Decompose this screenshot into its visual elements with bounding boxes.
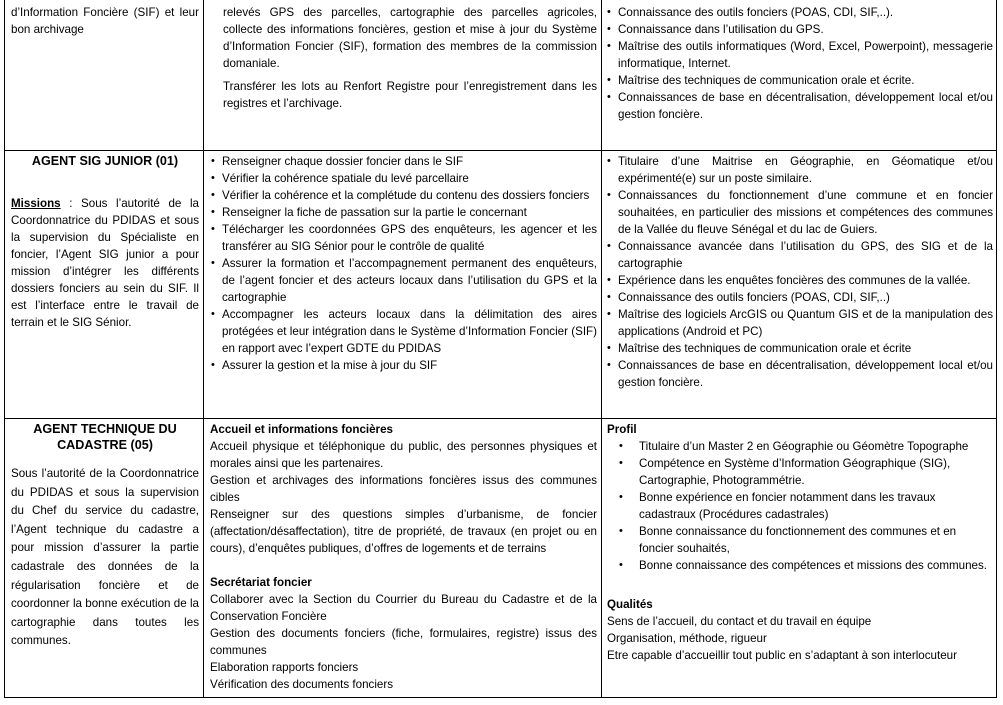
list-item: • Connaissance des outils fonciers (POAS, CDI, SIF,..). <box>607 4 993 21</box>
list-item: • Bonne connaissance du fonctionnement des communes et en foncier souhaités, <box>607 523 993 557</box>
list-item: • Maîtrise des logiciels ArcGIS ou Quantum GIS et de la manipulation des applications (Android et PC) <box>607 306 993 340</box>
list-item: Etre capable d’accueillir tout public en s’adaptant à son interlocuteur <box>607 649 957 662</box>
list-item: • Connaissance avancée dans l’utilisation du GPS, des SIG et de la cartographie <box>607 238 993 272</box>
list-item: Elaboration rapports fonciers <box>210 661 359 674</box>
list-item: • Accompagner les acteurs locaux dans la délimitation des aires protégées et leur intégration dans le Système d’Information Foncier (SIF) en rapport avec l’expert GDTE du PDIDAS <box>211 306 597 357</box>
list-item: • Connaissances de base en décentralisation, développement local et/ou gestion foncière. <box>607 89 993 123</box>
list-item: • Vérifier la cohérence spatiale du levé parcellaire <box>211 170 597 187</box>
missions-text: : Sous l’autorité de la Coordonnatrice du PDIDAS et sous la supervision du Spécialiste en foncier, l’Agent SIG junior a pour mission d’intégrer les différents dossiers fonciers au sein du SIF. Il est l’interface entre le travail de terrain et le SIG Sénior. <box>11 197 199 329</box>
row1-col1-text: d’Information Foncière (SIF) et leur bon archivage <box>11 6 199 36</box>
list-item: Renseigner sur des questions simples d’urbanisme, de foncier (affectation/désaffectation), titre de propriété, de travaux (en projet ou en cours), d’enquêtes publiques, d’offres de logements et de terrains <box>210 508 597 555</box>
row-divider-1 <box>4 150 997 151</box>
list-item: • Assurer la formation et l’accompagnement permanent des enquêteurs, de l’agent foncier et des acteurs locaux dans l’utilisation du GPS et la cartographie <box>211 255 597 306</box>
list-item: • Télécharger les coordonnées GPS des enquêteurs, les agencer et les transférer au SIG Sénior pour le contrôle de qualité <box>211 221 597 255</box>
row1-col3 <box>607 4 993 123</box>
list-item: • Renseigner chaque dossier foncier dans le SIF <box>211 153 597 170</box>
row1-col2-para2: Transférer les lots au Renfort Registre pour l’enregistrement dans les registres et l’archivage. <box>223 80 597 110</box>
list-item: • Connaissance des outils fonciers (POAS, CDI, SIF,..) <box>607 289 993 306</box>
row2-col2 <box>211 153 597 374</box>
list-item: • Bonne connaissance des compétences et missions des communes. <box>607 557 993 574</box>
row1-col2-para1: relevés GPS des parcelles, cartographie des parcelles agricoles, collecte des informations foncières, gestion et mise à jour du Système d’Information Foncier (SIF), formation des membres de la commission domaniale. <box>223 6 597 70</box>
profile-title: Profil <box>607 423 637 436</box>
list-item: • Connaissance dans l’utilisation du GPS. <box>607 21 993 38</box>
list-item: • Bonne expérience en foncier notamment dans les travaux cadastraux (Procédures cadastrales) <box>607 489 993 523</box>
qualities-title: Qualités <box>607 598 653 611</box>
list-item: Sens de l’accueil, du contact et du travail en équipe <box>607 615 872 628</box>
list-item: • Renseigner la fiche de passation sur la partie le concernant <box>211 204 597 221</box>
list-item: Collaborer avec la Section du Courrier du Bureau du Cadastre et de la Conservation Foncière <box>210 593 597 623</box>
list-item: • Assurer la gestion et la mise à jour du SIF <box>211 357 597 374</box>
row3-col1 <box>11 421 199 651</box>
missions-paragraph <box>11 195 199 331</box>
job-title-cadastre: AGENT TECHNIQUE DU CADASTRE (05) <box>33 422 177 452</box>
section-title-secretariat: Secrétariat foncier <box>210 576 312 589</box>
job-table <box>4 0 997 698</box>
row2-col1 <box>11 153 199 331</box>
list-item: • Maîtrise des techniques de communication orale et écrite <box>607 340 993 357</box>
section-title-accueil: Accueil et informations foncières <box>210 423 393 436</box>
list-item: Gestion et archivages des informations foncières issus des communes cibles <box>210 474 597 504</box>
list-item: • Expérience dans les enquêtes foncières des communes de la vallée. <box>607 272 993 289</box>
row-divider-2 <box>4 418 997 419</box>
job-title-sig-junior: AGENT SIG JUNIOR (01) <box>31 154 179 168</box>
list-item: • Compétence en Système d’Information Géographique (SIG), Cartographie, Photogrammétrie. <box>607 455 993 489</box>
row3-col2 <box>210 421 597 693</box>
column-divider-2 <box>601 0 602 698</box>
missions-label: Missions <box>11 197 61 210</box>
row1-col1 <box>11 4 199 38</box>
cadastre-mission-text: Sous l’autorité de la Coordonnatrice du PDIDAS et sous la supervision du Chef du service du cadastre, l’Agent technique du cadastre a pour mission d’assurer la partie cadastrale des données de la régularisation foncière et de coordonner la bonne exécution de la cartographie dans toutes les communes. <box>11 467 199 648</box>
list-item: Gestion des documents fonciers (fiche, formulaires, registre) issus des communes <box>210 627 597 657</box>
list-item: • Connaissances de base en décentralisation, développement local et/ou gestion foncière. <box>607 357 993 391</box>
list-item: • Maîtrise des outils informatiques (Word, Excel, Powerpoint), messagerie informatique, Internet. <box>607 38 993 72</box>
list-item: • Vérifier la cohérence et la complétude du contenu des dossiers fonciers <box>211 187 597 204</box>
list-item: Organisation, méthode, rigueur <box>607 632 767 645</box>
row2-col3 <box>607 153 993 391</box>
list-item: • Titulaire d’un Master 2 en Géographie ou Géomètre Topographe <box>607 438 993 455</box>
list-item: Accueil physique et téléphonique du public, des personnes physiques et morales ainsi que les partenaires. <box>210 440 597 470</box>
list-item: • Connaissances du fonctionnement d’une commune et en foncier souhaitées, en particulier des missions et compétences des communes de la Vallée du fleuve Sénégal et du lac de Guiers. <box>607 187 993 238</box>
row3-col3 <box>607 421 993 664</box>
row1-col2 <box>223 4 597 112</box>
column-divider-1 <box>203 0 204 698</box>
list-item: Vérification des documents fonciers <box>210 678 394 691</box>
table-border-right <box>996 0 997 698</box>
list-item: • Maîtrise des techniques de communication orale et écrite. <box>607 72 993 89</box>
table-border-left <box>4 0 5 698</box>
table-border-bottom <box>4 697 997 698</box>
list-item: • Titulaire d’une Maitrise en Géographie, en Géomatique et/ou expérimenté(e) sur un poste similaire. <box>607 153 993 187</box>
